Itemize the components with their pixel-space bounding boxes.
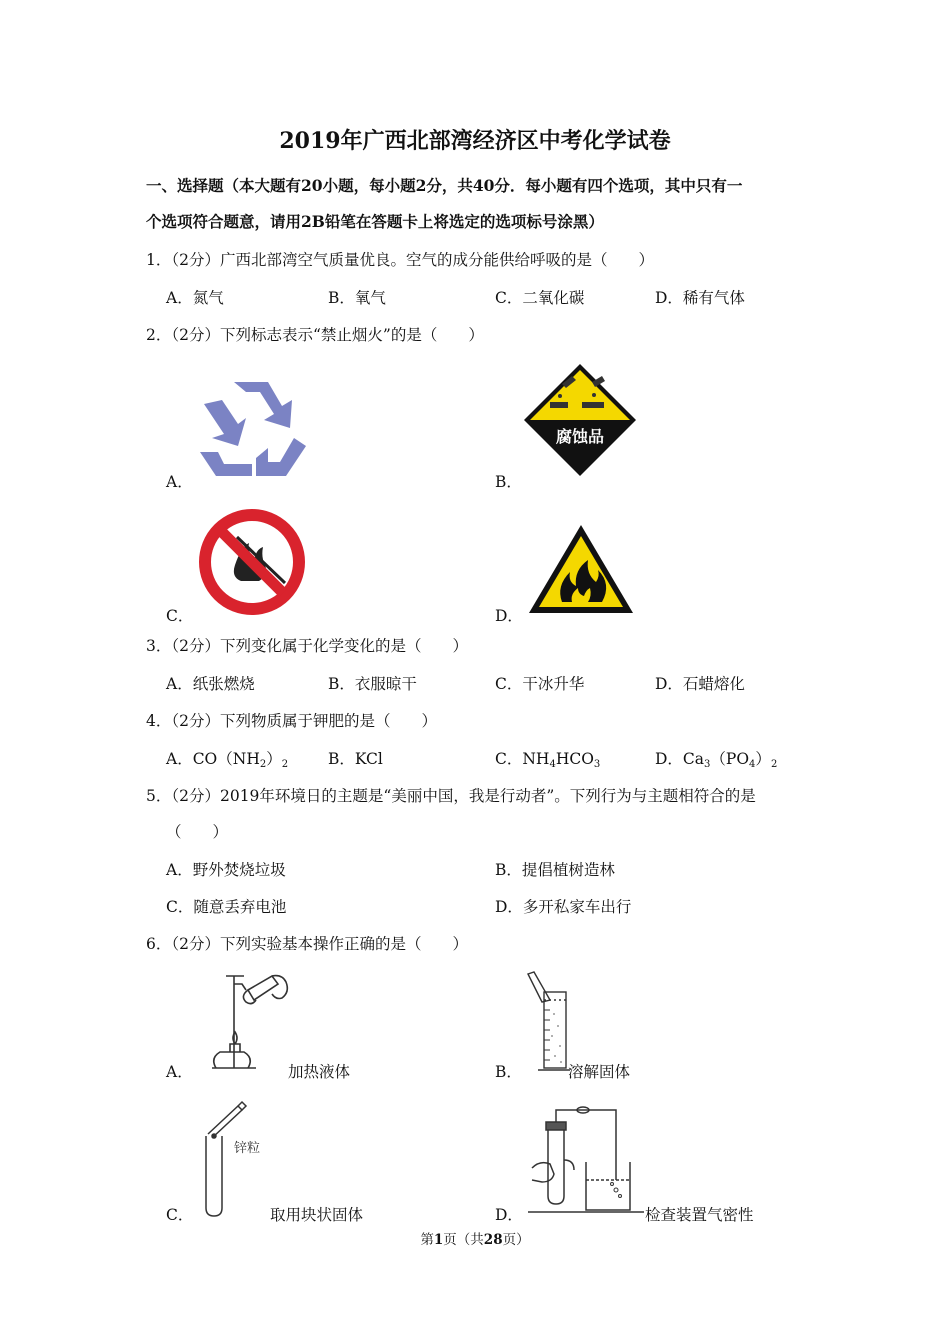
graduated-cylinder-diagram [522,970,572,1076]
q3-option-b[interactable]: B．衣服晾干 [328,675,417,693]
q6-option-a[interactable]: A． [166,1063,193,1081]
section-heading-line1: 一、选择题（本大题有20小题，每小题2分，共40分．每小题有四个选项，其中只有一 [146,176,743,195]
q3-option-a[interactable]: A．纸张燃烧 [166,675,255,693]
question-5-stem: 5．（2分）2019年环境日的主题是“美丽中国，我是行动者”。下列行为与主题相符合的是 [146,787,756,805]
question-5-stem-cont: （ ） [166,823,229,841]
q6-caption-b: 溶解固体 [568,1063,631,1081]
q3-option-c[interactable]: C．干冰升华 [495,675,585,693]
q5-option-a[interactable]: A．野外焚烧垃圾 [166,861,286,879]
q5-option-b[interactable]: B．提倡植树造林 [495,861,615,879]
q1-option-b[interactable]: B．氧气 [328,289,386,307]
q6-caption-c: 取用块状固体 [270,1206,364,1224]
q2-option-c[interactable]: C． [166,607,194,625]
q6-caption-a: 加热液体 [288,1063,351,1081]
page-number: 1 [433,1232,444,1248]
q4-option-b[interactable]: B．KCl [328,750,383,768]
zinc-label: 锌粒 [234,1141,261,1156]
question-2-stem: 2．（2分）下列标志表示“禁止烟火”的是（ ） [146,326,484,344]
question-4-stem: 4．（2分）下列物质属于钾肥的是（ ） [146,712,437,730]
page-total: 28 [483,1232,503,1248]
q6-caption-d: 检查装置气密性 [645,1206,754,1224]
q5-option-d[interactable]: D．多开私家车出行 [495,898,632,916]
question-3-stem: 3．（2分）下列变化属于化学变化的是（ ） [146,637,468,655]
q6-option-b[interactable]: B． [495,1063,522,1081]
q1-option-a[interactable]: A．氮气 [166,289,224,307]
section-heading-line2: 个选项符合题意，请用2B铅笔在答题卡上将选定的选项标号涂黑） [146,212,604,231]
page-title: 2019年广西北部湾经济区中考化学试卷 [279,128,671,154]
q4-option-a[interactable]: A．$CO(NH_2)_2$ [166,750,289,770]
flammable-sign-icon [526,522,636,616]
question-1-stem: 1．（2分）广西北部湾空气质量优良。空气的成分能供给呼吸的是（ ） [146,251,654,269]
q1-option-d[interactable]: D．稀有气体 [655,289,745,307]
no-fire-sign-icon [197,507,307,617]
airtightness-check-diagram [528,1100,644,1216]
corrosive-sign-text: 腐蚀品 [555,427,605,446]
q6-option-d[interactable]: D． [495,1206,523,1224]
recycle-icon [194,376,312,482]
q2-option-a[interactable]: A． [166,473,193,491]
q4-option-d[interactable]: D．$Ca_3(PO_4)_2$ [655,750,778,770]
q4-option-c[interactable]: C．$NH_4HCO_3$ [495,750,601,770]
q2-option-b[interactable]: B． [495,473,522,491]
q6-option-c[interactable]: C． [166,1206,194,1224]
corrosive-sign-icon [522,362,638,478]
q5-option-c[interactable]: C．随意丢弃电池 [166,898,287,916]
heating-liquid-diagram [196,970,296,1074]
q3-option-d[interactable]: D．石蜡熔化 [655,675,745,693]
test-tube-zinc-diagram [198,1100,278,1218]
q2-option-d[interactable]: D． [495,607,523,625]
q1-option-c[interactable]: C．二氧化碳 [495,289,585,307]
page-footer: 第1页（共28页） [420,1232,530,1248]
question-6-stem: 6．（2分）下列实验基本操作正确的是（ ） [146,935,468,953]
